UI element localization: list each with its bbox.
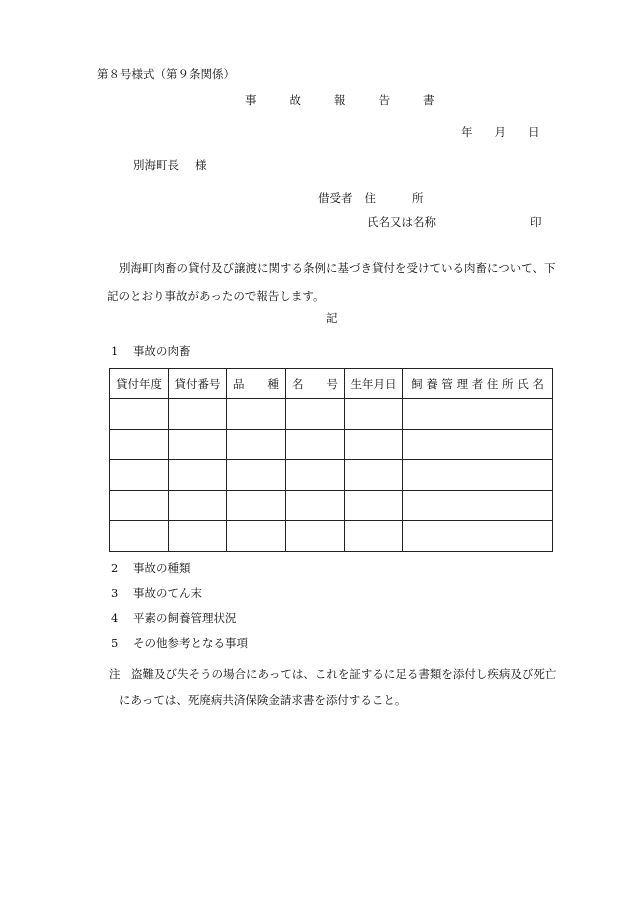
note-line-1 bbox=[109, 661, 571, 687]
section-5 bbox=[111, 638, 248, 650]
document-title bbox=[245, 95, 468, 107]
header-lending-year: 貸付年度 bbox=[110, 369, 169, 399]
section-label: 事故のてん末 bbox=[133, 586, 202, 600]
header-lending-number: 貸付番号 bbox=[169, 369, 227, 399]
borrower-label: 借受者 bbox=[318, 191, 353, 205]
title-char: 事 bbox=[245, 93, 257, 107]
table-cell[interactable] bbox=[345, 429, 403, 460]
addressee-honorific: 様 bbox=[195, 158, 207, 172]
table-header-row bbox=[110, 369, 553, 399]
date-year: 年 bbox=[461, 125, 473, 139]
section-label: 事故の種類 bbox=[133, 561, 191, 575]
table-cell[interactable] bbox=[345, 521, 403, 552]
table-cell[interactable] bbox=[227, 460, 286, 491]
header-breed: 品 種 bbox=[227, 369, 286, 399]
table-cell[interactable] bbox=[169, 429, 227, 460]
table-cell[interactable] bbox=[110, 460, 169, 491]
seal-mark: 印 bbox=[530, 215, 542, 229]
section-number: 4 bbox=[111, 611, 119, 625]
address-label-2: 所 bbox=[412, 191, 424, 205]
table-cell[interactable] bbox=[227, 429, 286, 460]
note-line-2: にあっては、死廃病共済保険金請求書を添付すること。 bbox=[119, 693, 407, 707]
table-cell[interactable] bbox=[110, 521, 169, 552]
body-paragraph bbox=[107, 254, 569, 310]
table-row bbox=[110, 490, 553, 521]
date-month: 月 bbox=[494, 125, 506, 139]
table-cell[interactable] bbox=[110, 399, 169, 430]
note-label: 注 bbox=[109, 667, 121, 681]
table-row bbox=[110, 429, 553, 460]
table-cell[interactable] bbox=[110, 429, 169, 460]
table-cell[interactable] bbox=[286, 490, 345, 521]
table-cell[interactable] bbox=[345, 490, 403, 521]
table-cell[interactable] bbox=[403, 429, 553, 460]
section-3 bbox=[111, 588, 202, 600]
table-cell[interactable] bbox=[286, 429, 345, 460]
title-char: 故 bbox=[289, 93, 301, 107]
ki-heading: 記 bbox=[326, 311, 338, 325]
name-label: 氏名又は名称 bbox=[367, 215, 436, 229]
section-2 bbox=[111, 563, 191, 575]
table-cell[interactable] bbox=[403, 399, 553, 430]
table-cell[interactable] bbox=[169, 460, 227, 491]
table-cell[interactable] bbox=[345, 399, 403, 430]
table-cell[interactable] bbox=[227, 399, 286, 430]
section-number: 5 bbox=[111, 636, 119, 650]
table-cell[interactable] bbox=[345, 460, 403, 491]
title-char: 書 bbox=[423, 93, 435, 107]
section-1 bbox=[111, 346, 191, 358]
table-cell[interactable] bbox=[403, 460, 553, 491]
date-line bbox=[461, 127, 540, 139]
section-label: その他参考となる事項 bbox=[133, 636, 248, 650]
section-number: 2 bbox=[111, 561, 119, 575]
body-line-1: 別海町肉畜の貸付及び譲渡に関する条例に基づき貸付を受けている肉畜について、下 bbox=[119, 261, 556, 275]
table-row bbox=[110, 460, 553, 491]
header-birth-date: 生年月日 bbox=[345, 369, 403, 399]
table-cell[interactable] bbox=[403, 521, 553, 552]
table-cell[interactable] bbox=[286, 460, 345, 491]
table-cell[interactable] bbox=[286, 399, 345, 430]
body-line-2: 記のとおり事故があったので報告します。 bbox=[107, 289, 325, 303]
title-char: 報 bbox=[334, 93, 346, 107]
table-row bbox=[110, 521, 553, 552]
table-cell[interactable] bbox=[403, 490, 553, 521]
table-cell[interactable] bbox=[110, 490, 169, 521]
section-number: 3 bbox=[111, 586, 119, 600]
addressee-name: 別海町長 bbox=[133, 158, 179, 172]
section-label: 平素の飼養管理状況 bbox=[133, 611, 237, 625]
table-cell[interactable] bbox=[286, 521, 345, 552]
addressee bbox=[133, 160, 207, 172]
date-day: 日 bbox=[528, 125, 540, 139]
table-row bbox=[110, 399, 553, 430]
borrower-name-row bbox=[367, 215, 542, 229]
note-block bbox=[109, 661, 571, 713]
form-number: 第８号様式（第９条関係） bbox=[97, 67, 235, 81]
address-label: 住 bbox=[364, 191, 376, 205]
header-keeper-address-name: 飼 養 管 理 者 住 所 氏 名 bbox=[403, 369, 553, 399]
livestock-table bbox=[109, 368, 553, 552]
note-text-1: 盗難及び失そうの場合にあっては、これを証するに足る書類を添付し疾病及び死亡 bbox=[131, 667, 557, 681]
borrower-address-row bbox=[318, 193, 424, 205]
title-char: 告 bbox=[378, 93, 390, 107]
table-cell[interactable] bbox=[169, 399, 227, 430]
table-cell[interactable] bbox=[169, 521, 227, 552]
table-cell[interactable] bbox=[227, 490, 286, 521]
table-cell[interactable] bbox=[227, 521, 286, 552]
table-cell[interactable] bbox=[169, 490, 227, 521]
section-4 bbox=[111, 613, 237, 625]
section-number: 1 bbox=[111, 344, 119, 358]
header-animal-name: 名 号 bbox=[286, 369, 345, 399]
section-label: 事故の肉畜 bbox=[133, 344, 191, 358]
